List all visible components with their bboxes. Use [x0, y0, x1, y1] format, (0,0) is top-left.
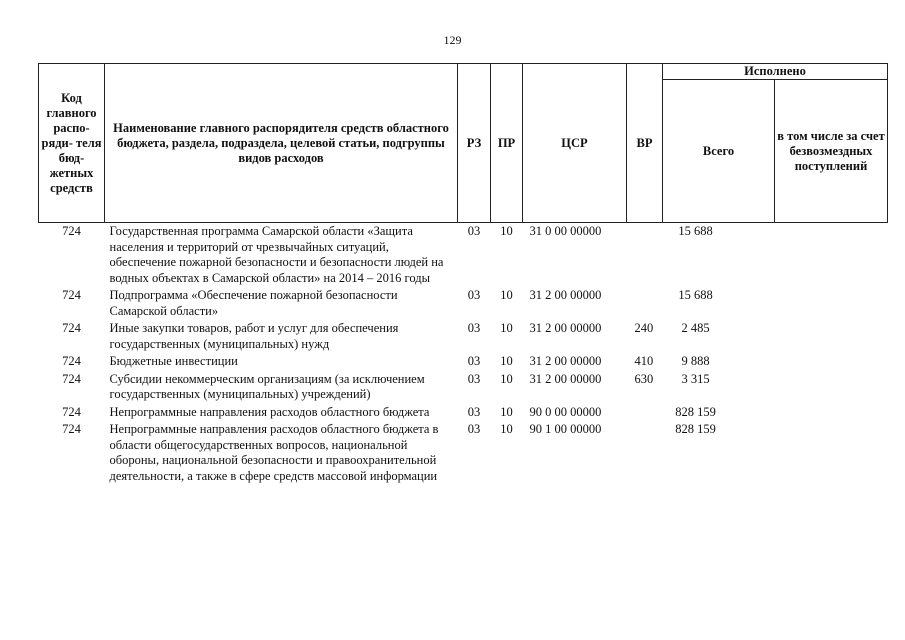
row-total: 15 688 — [678, 224, 713, 238]
row-vr: 410 — [634, 354, 654, 368]
row-including — [775, 223, 888, 288]
row-vr — [627, 223, 663, 288]
header-total: Всего — [663, 80, 775, 223]
header-executed: Исполнено — [663, 64, 888, 80]
header-pr: ПР — [491, 64, 523, 223]
row-csr: 31 0 00 00000 — [529, 224, 602, 238]
row-rz: 03 — [467, 224, 481, 238]
header-code: Код главного распо- ряди- теля бюд- жетных средств — [39, 64, 105, 223]
table-row — [39, 404, 888, 422]
row-pr: 10 — [500, 354, 513, 368]
row-rz: 03 — [467, 354, 481, 368]
row-including — [775, 287, 888, 320]
row-including — [775, 371, 888, 404]
row-name: Иные закупки товаров, работ и услуг для обеспечения государственных (муниципальных) нужд — [109, 321, 399, 351]
row-code: 724 — [62, 224, 81, 238]
row-total: 828 159 — [675, 404, 716, 419]
header-name: Наименование главного распорядителя средств областного бюджета, раздела, подраздела, целевой статьи, подгруппы видов расходов — [105, 64, 458, 223]
budget-table — [38, 63, 888, 485]
row-rz: 03 — [467, 422, 481, 436]
row-vr: 240 — [634, 321, 654, 335]
row-rz: 03 — [467, 321, 481, 335]
row-code: 724 — [62, 354, 81, 368]
page-number: 129 — [443, 33, 462, 47]
table-row — [39, 421, 888, 485]
row-total: 3 315 — [681, 371, 710, 386]
row-name: Подпрограмма «Обеспечение пожарной безопасности Самарской области» — [109, 288, 398, 318]
row-including — [775, 353, 888, 371]
table-row — [39, 353, 888, 371]
row-code: 724 — [62, 422, 81, 436]
row-total: 828 159 — [675, 422, 716, 436]
row-pr: 10 — [500, 422, 513, 436]
row-vr: 630 — [634, 371, 654, 386]
row-name: Государственная программа Самарской области «Защита населения и территорий от чрезвычайных ситуаций, обеспечение пожарной безопасности и безопасности людей на водных объектах в Самарской области» на 2014 – 2016 годы — [109, 224, 444, 285]
table-row — [39, 223, 888, 288]
row-csr: 31 2 00 00000 — [529, 321, 602, 335]
row-csr: 31 2 00 00000 — [529, 354, 602, 368]
row-including — [775, 320, 888, 353]
row-csr: 90 1 00 00000 — [529, 422, 602, 436]
row-including — [775, 421, 888, 485]
row-code: 724 — [62, 371, 81, 386]
row-code: 724 — [62, 288, 81, 302]
row-csr: 31 2 00 00000 — [529, 288, 602, 302]
row-name: Непрограммные направления расходов областного бюджета в области общегосударственных вопросов, национальной обороны, национальной безопасности и правоохранительной деятельности, а также в сфере средств массовой информации — [109, 422, 439, 483]
row-rz: 03 — [467, 404, 481, 419]
row-including — [775, 404, 888, 422]
row-name: Непрограммные направления расходов областного бюджета — [109, 404, 430, 419]
row-vr — [627, 404, 663, 422]
header-including: в том числе за счет безвозмездных поступлений — [775, 80, 888, 223]
row-pr: 10 — [500, 321, 513, 335]
row-pr: 10 — [500, 224, 513, 238]
table-row — [39, 320, 888, 353]
row-total: 9 888 — [681, 354, 710, 368]
row-vr — [627, 287, 663, 320]
row-total: 15 688 — [678, 288, 713, 302]
row-pr: 10 — [500, 288, 513, 302]
row-csr: 31 2 00 00000 — [529, 371, 602, 386]
table-row — [39, 371, 888, 404]
row-total: 2 485 — [681, 321, 710, 335]
row-csr: 90 0 00 00000 — [529, 404, 602, 419]
row-vr — [627, 421, 663, 485]
header-rz: РЗ — [458, 64, 491, 223]
row-rz: 03 — [467, 371, 481, 386]
row-rz: 03 — [467, 288, 481, 302]
row-code: 724 — [62, 404, 81, 419]
header-vr: ВР — [627, 64, 663, 223]
header-csr: ЦСР — [523, 64, 627, 223]
row-pr: 10 — [500, 371, 513, 386]
row-pr: 10 — [500, 404, 513, 419]
row-code: 724 — [62, 321, 81, 335]
row-name: Субсидии некоммерческим организациям (за исключением государственных (муниципальных) учреждений) — [109, 371, 425, 401]
table-row — [39, 287, 888, 320]
row-name: Бюджетные инвестиции — [109, 354, 238, 368]
